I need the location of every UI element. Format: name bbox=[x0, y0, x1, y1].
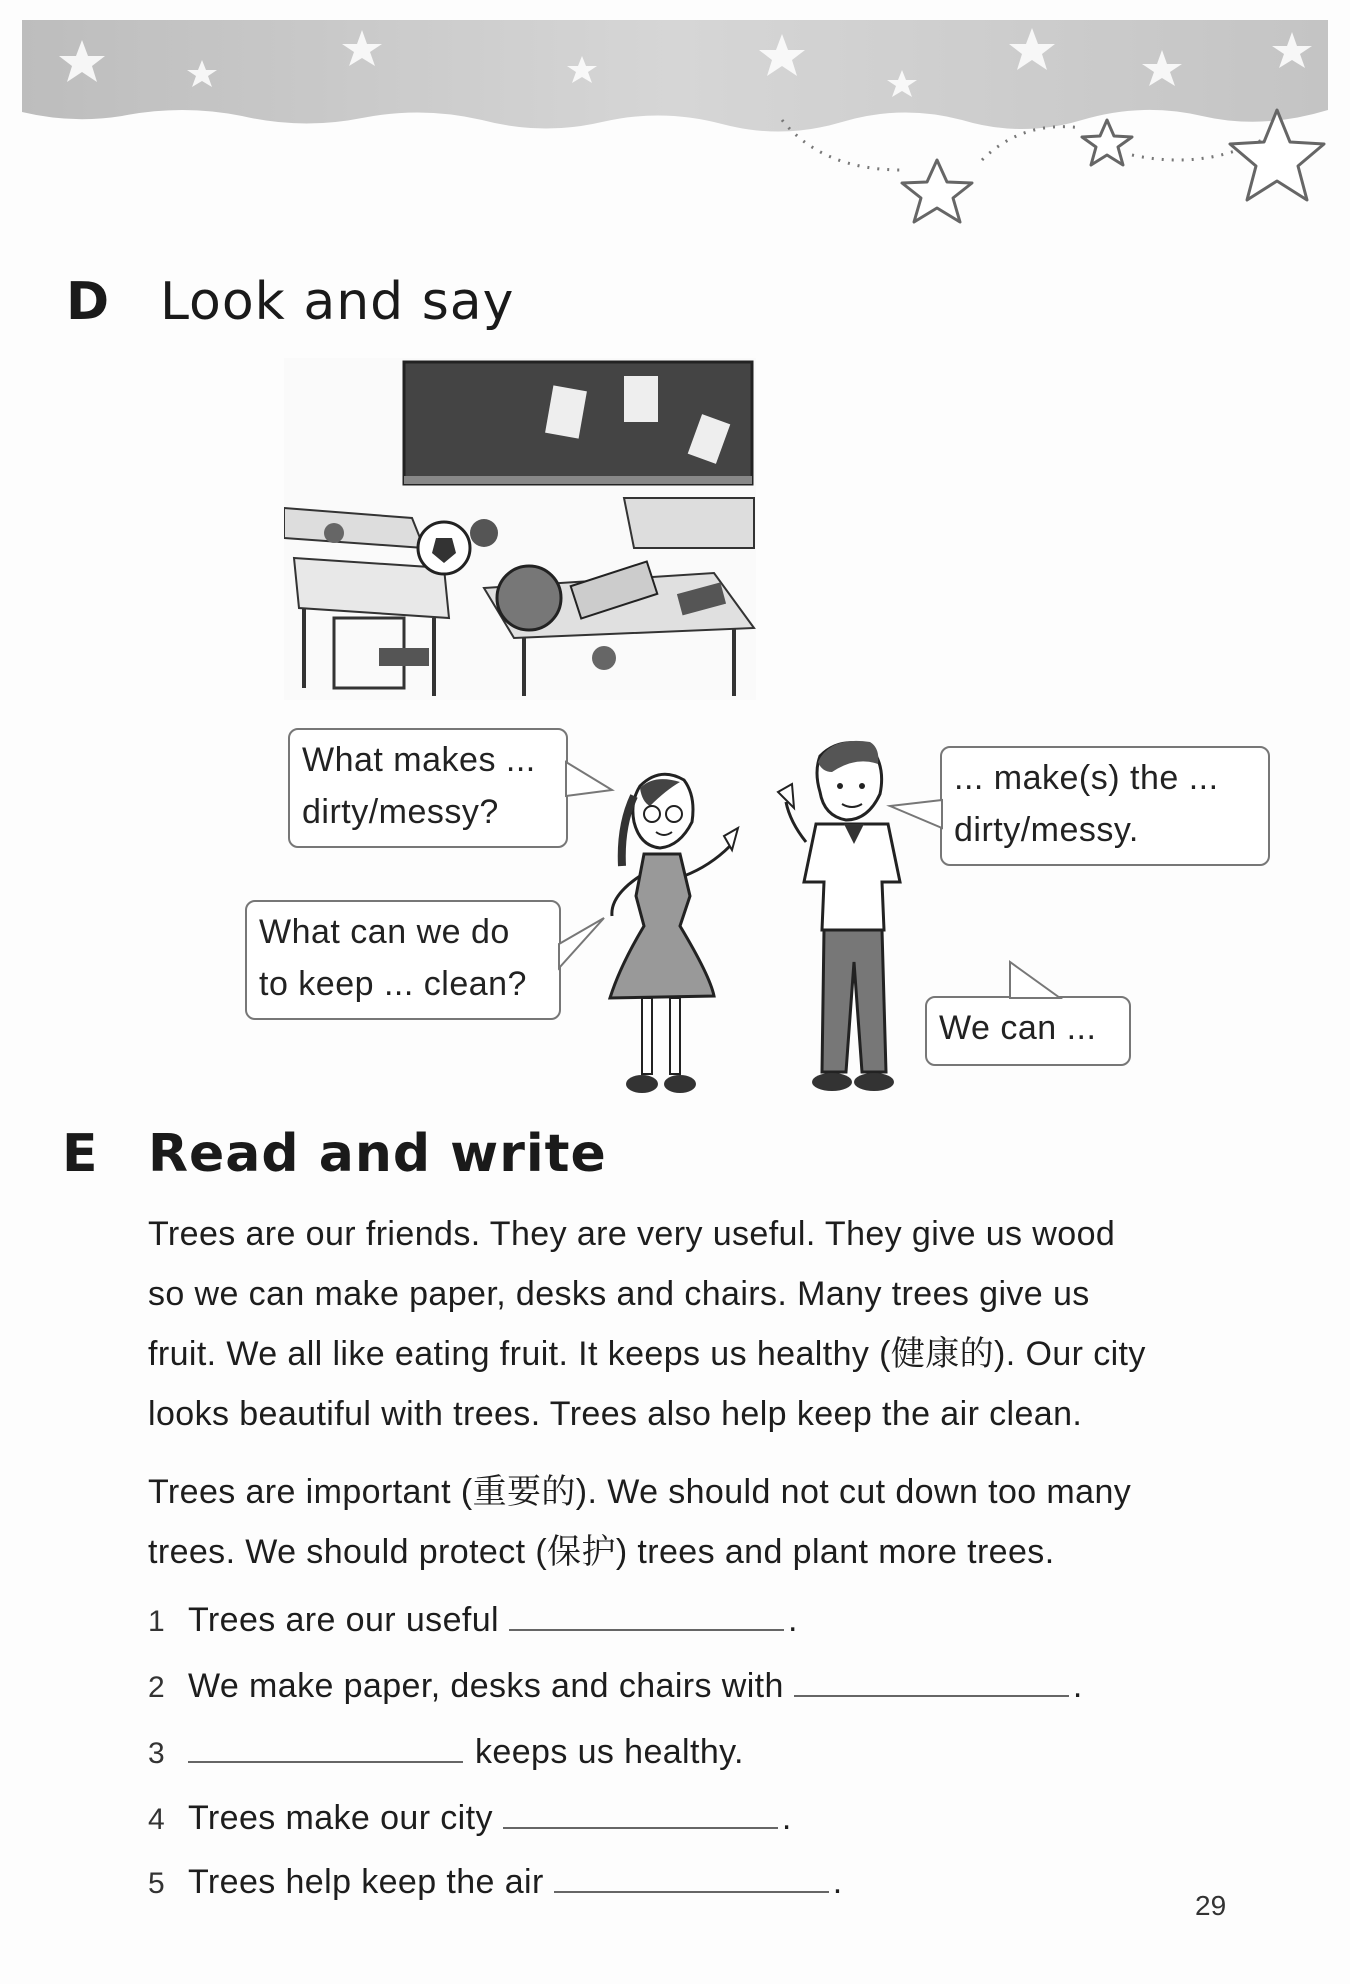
question-text: Trees make our city bbox=[188, 1799, 493, 1837]
question-number: 4 bbox=[148, 1803, 166, 1836]
girl-figure bbox=[580, 766, 760, 1102]
passage-line: looks beautiful with trees. Trees also help keep the air clean. bbox=[148, 1395, 1083, 1433]
star-banner bbox=[22, 20, 1328, 230]
question-suffix: . bbox=[781, 1799, 792, 1837]
speech-bubble-we-can bbox=[925, 996, 1131, 1066]
question-suffix: keeps us healthy. bbox=[475, 1733, 744, 1771]
speech-bubble-makes-the bbox=[940, 746, 1270, 866]
question-number: 1 bbox=[148, 1605, 166, 1638]
passage-paragraph-2 bbox=[148, 1462, 1268, 1582]
passage-line: fruit. We all like eating fruit. It keeps us healthy (健康的). Our city bbox=[148, 1335, 1146, 1373]
passage-line: Trees are our friends. They are very useful. They give us wood bbox=[148, 1215, 1116, 1253]
question-5 bbox=[148, 1860, 843, 1906]
passage-line: Trees are important (重要的). We should not cut down too many bbox=[148, 1473, 1132, 1511]
question-3 bbox=[148, 1730, 744, 1776]
passage-line: trees. We should protect (保护) trees and plant more trees. bbox=[148, 1533, 1055, 1571]
question-number: 5 bbox=[148, 1867, 166, 1900]
section-d-letter: D bbox=[66, 272, 110, 332]
page-number: 29 bbox=[1195, 1890, 1227, 1921]
passage-paragraph-1 bbox=[148, 1204, 1268, 1444]
question-text: We make paper, desks and chairs with bbox=[188, 1667, 784, 1705]
answer-blank-4[interactable] bbox=[503, 1797, 778, 1829]
passage-line: so we can make paper, desks and chairs. Many trees give us bbox=[148, 1275, 1090, 1313]
question-2 bbox=[148, 1664, 1083, 1710]
question-suffix: . bbox=[1072, 1667, 1083, 1705]
section-e-letter: E bbox=[62, 1124, 98, 1184]
speech-bubble-what-can-we-do bbox=[245, 900, 561, 1020]
question-number: 2 bbox=[148, 1671, 166, 1704]
speech-bubble-what-makes bbox=[288, 728, 568, 848]
question-text: Trees are our useful bbox=[188, 1601, 499, 1639]
answer-blank-2[interactable] bbox=[794, 1665, 1069, 1697]
answer-blank-1[interactable] bbox=[509, 1599, 784, 1631]
question-1 bbox=[148, 1598, 798, 1644]
boy-figure bbox=[770, 732, 940, 1106]
question-suffix: . bbox=[788, 1601, 798, 1639]
question-suffix: . bbox=[832, 1863, 843, 1901]
bubble-line: What makes ... bbox=[302, 741, 536, 779]
bubble-line: dirty/messy. bbox=[954, 811, 1139, 849]
question-4 bbox=[148, 1796, 792, 1842]
bubble-line: What can we do bbox=[259, 913, 510, 951]
question-text: Trees help keep the air bbox=[188, 1863, 544, 1901]
bubble-line: to keep ... clean? bbox=[259, 965, 527, 1003]
bubble-line: We can ... bbox=[939, 1009, 1097, 1047]
section-d-title: Look and say bbox=[160, 272, 515, 332]
section-e-title: Read and write bbox=[148, 1124, 607, 1184]
bubble-line: dirty/messy? bbox=[302, 793, 499, 831]
answer-blank-3[interactable] bbox=[188, 1731, 463, 1763]
bubble-line: ... make(s) the ... bbox=[954, 759, 1219, 797]
answer-blank-5[interactable] bbox=[554, 1861, 829, 1893]
messy-classroom-illustration bbox=[284, 358, 756, 700]
question-number: 3 bbox=[148, 1737, 166, 1770]
